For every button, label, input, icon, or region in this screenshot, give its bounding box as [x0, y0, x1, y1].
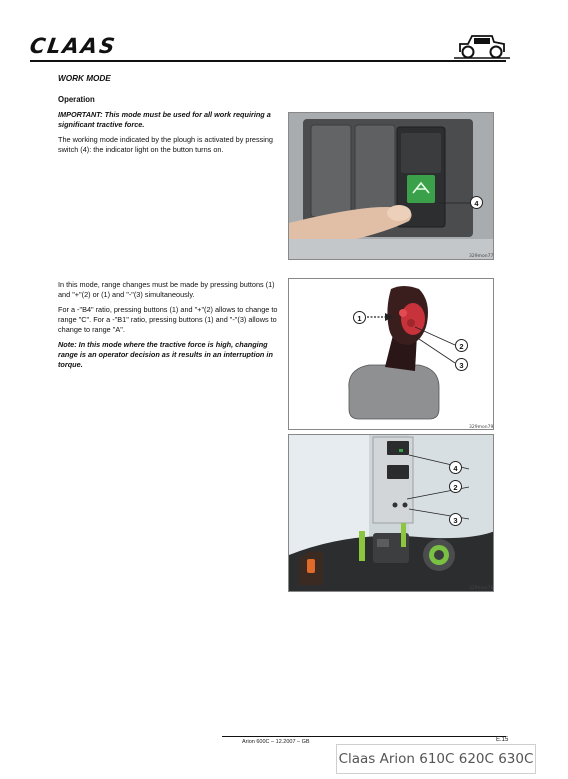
text-block-middle [58, 280, 280, 376]
page-number: E.15 [496, 737, 509, 743]
section-subtitle: Operation [58, 95, 95, 104]
figure-code: 329mon77 [469, 254, 494, 259]
callout-2: 2 [455, 339, 468, 352]
watermark-caption: Claas Arion 610C 620C 630C [336, 744, 536, 774]
text-block-top [58, 110, 280, 160]
callout-4: 4 [470, 196, 483, 209]
ratios-paragraph: For a -"B4" ratio, pressing buttons (1) and "+"(2) allows to change to range "C". For a -"B1" ratio, pressing buttons (1) and "-"(3) allows to change to range "A". [58, 305, 278, 335]
working-mode-paragraph: The working mode indicated by the plough is activated by pressing switch (4): the indicator light on the button turns on. [58, 135, 273, 155]
cab-interior-illustration [289, 435, 494, 592]
section-title: WORK MODE [58, 74, 111, 83]
note-paragraph: Note: In this mode where the tractive force is high, changing range is an operator decision as it results in an interruption in torque. [58, 340, 273, 370]
important-paragraph: IMPORTANT: This mode must be used for all work requiring a significant tractive force. [58, 110, 271, 130]
figure-code: 329mon78 [469, 586, 494, 591]
switch-panel-illustration [289, 113, 494, 260]
gear-lever-illustration [289, 279, 494, 430]
figure-cab-interior [288, 434, 494, 592]
callout-4: 4 [449, 461, 462, 474]
tractor-icon [454, 28, 510, 60]
figure-gear-lever [288, 278, 494, 430]
footer-rule [222, 736, 506, 737]
figure-code: 329mon79 [469, 425, 494, 430]
figure-switch-panel [288, 112, 494, 260]
range-changes-paragraph: In this mode, range changes must be made by pressing buttons (1) and "+"(2) or (1) and "-"(3) simultaneously. [58, 280, 275, 300]
brand-logo: CLAAS [28, 34, 119, 58]
callout-3: 3 [449, 513, 462, 526]
callout-3: 3 [455, 358, 468, 371]
callout-1: 1 [353, 311, 366, 324]
footer-model: Arion 600C – 12.2007 – GB [242, 739, 310, 745]
header-rule [30, 60, 506, 62]
callout-2: 2 [449, 480, 462, 493]
